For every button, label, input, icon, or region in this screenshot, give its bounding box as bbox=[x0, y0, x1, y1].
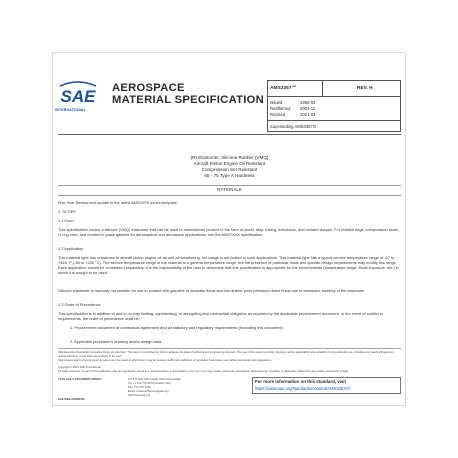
section-heading: 1.1 Form bbox=[58, 218, 74, 223]
logo-subtitle: INTERNATIONAL bbox=[55, 108, 86, 112]
rationale-text: Five-Year Review and update to the latest AMS3XXX series template. bbox=[58, 200, 178, 205]
spec-title bbox=[112, 82, 265, 106]
document-title-block bbox=[58, 155, 401, 179]
divider bbox=[58, 195, 401, 196]
footer-note: SAE Executive Standards Committee Rules provide that: "This report is published by SAE to advance the state of technical and engineering sciences. The use of this report is entirely voluntary, and its applicability and suitability for any particular use, including any patent infringement arising therefrom, is the sole responsibility of the user." bbox=[58, 351, 394, 358]
divider bbox=[58, 185, 401, 186]
footer-divider bbox=[58, 348, 401, 349]
section-heading: 1.2 Application bbox=[58, 246, 84, 251]
paragraph: This specification is in addition to and in no way limiting, superseding, or abrogating any contractual obligation as required by the applicable procurement document. In the event of conflict in requirements, the order of precedence shall be: bbox=[58, 311, 383, 322]
contact-tel: Tel: 877-606-7323 (inside USA and Canada) bbox=[128, 378, 181, 381]
header-divider bbox=[58, 134, 401, 135]
title-line-2: MATERIAL SPECIFICATION bbox=[112, 94, 265, 106]
order-label: TO PLACE A DOCUMENT ORDER: bbox=[58, 378, 102, 381]
copyright: Copyright © 2021 SAE International bbox=[58, 366, 101, 369]
doc-title-line-3: Compression Set Resistant bbox=[201, 167, 258, 172]
list-item: 1. Procurement document or contractual agreement and all statutory and regulatory requirements (excluding this document). bbox=[70, 325, 284, 330]
doc-title-line-4: 65 - 75 Type A Hardness bbox=[204, 173, 255, 178]
paragraph: This material type has resistance to aircraft piston engine oil as well as weathering, but usage is not limited to such applications. This material type has a typical service temperature range of -67 to +446 °F (-55 to +230 °C). The service temperature range of the material is a general temperature range, but the presence of particular fluids and specific design requirements may modify this range. Each application should be considered separately. It is the responsibility of the user to determine that this specification is appropriate for the environments (temperature range, fluids exposure, etc.) in which it is sought to be used. bbox=[58, 255, 399, 276]
superseding-note: Superseding AMS3357G bbox=[270, 124, 317, 129]
paragraph: This specification covers a silicone (VMQ) elastomer that can be used to manufacture product in the form of sheet, strip, tubing, extrusions, and molded shapes. For molded rings, compression seals, O-ring cord, and molded-in-place gaskets for aeronautical and aerospace applications, use the AMS7XXX specification. bbox=[58, 227, 399, 238]
issued-date: 1956-02 bbox=[300, 100, 316, 105]
rationale-heading: RATIONALE bbox=[217, 187, 242, 192]
web-label: SAE WEB ADDRESS: bbox=[58, 398, 86, 401]
list-item: 2. Applicable purchaser's drawing and/or design data. bbox=[70, 339, 163, 344]
contact-tel-2: Tel: +1 724-776-4970 (outside USA) bbox=[128, 382, 171, 385]
issued-label: Issued bbox=[270, 100, 283, 105]
footer-note: SAE reviews each technical report at least every five years at which time it may be revised, reaffirmed, stabilized, or cancelled. SAE invites your written comments and suggestions. bbox=[58, 359, 272, 362]
revised-date: 2021-03 bbox=[300, 112, 316, 117]
section-heading: 1. SCOPE bbox=[58, 209, 76, 214]
reaffirmed-date: 2003-11 bbox=[300, 106, 316, 111]
reaffirmed-label: Reaffirmed bbox=[270, 106, 291, 111]
web-link[interactable]: http://www.sae.org bbox=[128, 394, 151, 397]
standard-link[interactable]: https://www.sae.org/standards/content/AMS3357H/ bbox=[255, 386, 350, 391]
doc-title-line-1: (R) Elastomer, Silicone Rubber (VMQ) bbox=[190, 155, 269, 160]
revised-label: Revised bbox=[270, 112, 286, 117]
section-heading: 1.3 Order of Precedence bbox=[58, 302, 101, 307]
sae-logo bbox=[58, 80, 98, 108]
revision: REV. H bbox=[357, 86, 373, 91]
title-line-1: AEROSPACE bbox=[112, 82, 185, 94]
contact-fax: Fax: 724-776-0790 bbox=[128, 386, 151, 389]
rights-note: All rights reserved. No part of this publication may be reproduced, stored in a retrieval system or transmitted, in any form or by any means, electronic, mechanical, photocopying, recording, or otherwise, without the prior written permission of SAE. bbox=[58, 370, 349, 373]
paragraph: Silicone elastomer is normally not suitable for use in contact with gasoline or aromatic fluids and low-aniline-point petroleum-base fluids due to excessive swelling of the elastomer. bbox=[58, 288, 366, 293]
doc-title-line-2: Aircraft Piston Engine Oil Resistant bbox=[193, 161, 266, 166]
doc-number: AMS3357™ bbox=[270, 86, 297, 91]
svg-text:SAE: SAE bbox=[60, 87, 96, 106]
more-info-text: For more information on this standard, visit bbox=[255, 379, 346, 384]
contact-email[interactable]: Email: CustomerService@sae.org bbox=[128, 390, 169, 393]
